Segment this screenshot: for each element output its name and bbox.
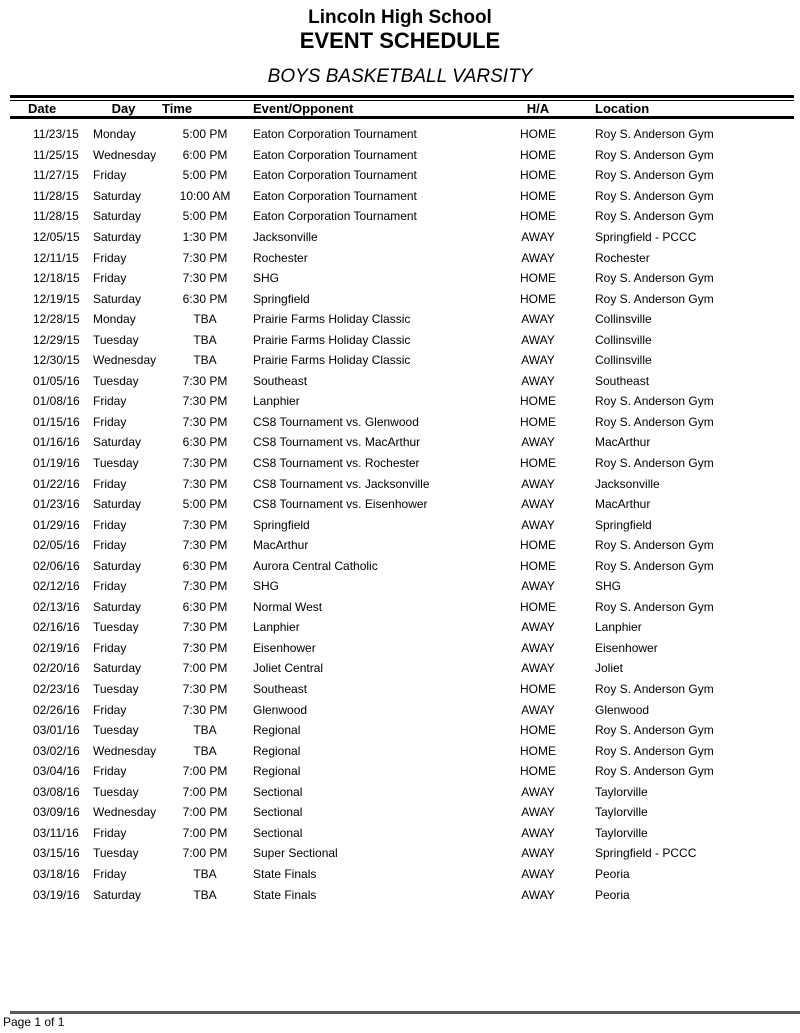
cell-time: 7:30 PM [182, 414, 228, 429]
cell-date: 11/25/15 [33, 147, 79, 162]
table-row [10, 617, 794, 638]
cell-location: Roy S. Anderson Gym [595, 147, 714, 162]
cell-day: Tuesday [93, 456, 139, 471]
schedule-table [10, 95, 794, 905]
cell-location: Peoria [595, 866, 630, 881]
table-row [10, 597, 794, 618]
cell-day: Monday [93, 312, 136, 327]
cell-location: MacArthur [595, 497, 651, 512]
cell-event: Prairie Farms Holiday Classic [253, 312, 411, 327]
cell-day: Friday [93, 517, 127, 532]
table-row [10, 658, 794, 679]
title-block [0, 7, 800, 87]
table-row [10, 186, 794, 207]
cell-location: Roy S. Anderson Gym [595, 127, 714, 142]
cell-day: Friday [93, 271, 127, 286]
cell-location: Collinsville [595, 312, 652, 327]
table-row [10, 329, 794, 350]
table-row [10, 412, 794, 433]
cell-event: CS8 Tournament vs. MacArthur [253, 435, 421, 450]
cell-date: 03/11/16 [33, 825, 79, 840]
cell-time: 6:30 PM [182, 558, 228, 573]
table-row [10, 473, 794, 494]
cell-event: Sectional [253, 805, 303, 820]
cell-day: Saturday [93, 887, 142, 902]
cell-event: CS8 Tournament vs. Rochester [253, 456, 420, 471]
cell-ha: AWAY [521, 887, 555, 902]
cell-date: 01/23/16 [33, 497, 80, 512]
cell-event: Lanphier [253, 620, 300, 635]
cell-date: 12/11/15 [33, 250, 79, 265]
cell-date: 12/18/15 [33, 271, 80, 286]
cell-location: MacArthur [595, 435, 651, 450]
cell-day: Tuesday [93, 784, 139, 799]
table-row [10, 699, 794, 720]
column-header-day: Day [111, 101, 136, 116]
cell-time: 7:00 PM [182, 764, 228, 779]
schedule-body [10, 119, 794, 905]
cell-location: Roy S. Anderson Gym [595, 188, 714, 203]
cell-day: Friday [93, 394, 127, 409]
cell-date: 02/20/16 [33, 661, 80, 676]
cell-time: 7:00 PM [182, 661, 228, 676]
cell-location: Roy S. Anderson Gym [595, 414, 714, 429]
cell-time: 7:30 PM [182, 702, 228, 717]
cell-time: 7:30 PM [182, 640, 228, 655]
cell-ha: AWAY [521, 620, 555, 635]
cell-location: Rochester [595, 250, 650, 265]
cell-day: Saturday [93, 209, 142, 224]
cell-event: Springfield [253, 517, 310, 532]
cell-location: Lanphier [595, 620, 642, 635]
cell-event: Regional [253, 743, 301, 758]
cell-day: Friday [93, 640, 127, 655]
table-row [10, 391, 794, 412]
cell-ha: AWAY [521, 825, 555, 840]
table-row [10, 638, 794, 659]
cell-location: Roy S. Anderson Gym [595, 538, 714, 553]
cell-time: 7:30 PM [182, 476, 228, 491]
cell-time: 5:00 PM [182, 497, 228, 512]
cell-time: TBA [193, 312, 217, 327]
table-row [10, 165, 794, 186]
cell-ha: AWAY [521, 517, 555, 532]
cell-time: 7:30 PM [182, 456, 228, 471]
cell-day: Saturday [93, 291, 142, 306]
cell-day: Tuesday [93, 332, 139, 347]
cell-event: Normal West [253, 599, 323, 614]
cell-date: 01/16/16 [33, 435, 80, 450]
cell-ha: AWAY [521, 784, 555, 799]
cell-event: Glenwood [253, 702, 308, 717]
cell-ha: HOME [520, 394, 556, 409]
footer-rule [10, 1011, 800, 1014]
cell-day: Tuesday [93, 682, 139, 697]
page-subtitle: BOYS BASKETBALL VARSITY [267, 66, 533, 87]
table-row [10, 371, 794, 392]
cell-time: 6:30 PM [182, 599, 228, 614]
cell-location: Roy S. Anderson Gym [595, 599, 714, 614]
cell-location: Springfield [595, 517, 652, 532]
cell-location: Collinsville [595, 353, 652, 368]
column-header-ha: H/A [526, 101, 550, 116]
table-row [10, 884, 794, 905]
cell-day: Tuesday [93, 620, 139, 635]
cell-ha: AWAY [521, 476, 555, 491]
cell-event: Eaton Corporation Tournament [253, 168, 417, 183]
cell-date: 03/15/16 [33, 846, 80, 861]
cell-date: 02/16/16 [33, 620, 80, 635]
cell-time: 6:00 PM [182, 147, 228, 162]
cell-date: 12/19/15 [33, 291, 80, 306]
table-header-row [10, 101, 794, 116]
cell-event: Jacksonville [253, 230, 318, 244]
table-row [10, 514, 794, 535]
cell-day: Tuesday [93, 373, 139, 388]
cell-date: 11/27/15 [33, 168, 79, 183]
cell-day: Wednesday [93, 805, 157, 820]
cell-date: 11/28/15 [33, 188, 79, 203]
cell-location: Peoria [595, 887, 630, 902]
cell-event: Eaton Corporation Tournament [253, 209, 417, 224]
cell-location: Taylorville [595, 805, 648, 820]
page-title: EVENT SCHEDULE [299, 28, 501, 53]
table-row [10, 227, 794, 248]
cell-ha: HOME [520, 599, 556, 614]
cell-time: 7:00 PM [182, 784, 228, 799]
cell-ha: AWAY [521, 312, 555, 327]
cell-location: Southeast [595, 373, 650, 388]
table-row [10, 268, 794, 289]
cell-day: Monday [93, 127, 136, 142]
cell-time: 7:30 PM [182, 373, 228, 388]
table-row [10, 206, 794, 227]
cell-date: 03/19/16 [33, 887, 80, 902]
cell-time: 7:30 PM [182, 682, 228, 697]
cell-ha: HOME [520, 743, 556, 758]
cell-ha: HOME [520, 456, 556, 471]
cell-time: 6:30 PM [182, 291, 228, 306]
table-row [10, 761, 794, 782]
cell-day: Saturday [93, 435, 142, 450]
table-row [10, 864, 794, 885]
cell-date: 11/28/15 [33, 209, 79, 224]
cell-ha: HOME [520, 414, 556, 429]
cell-event: Southeast [253, 373, 308, 388]
table-row [10, 124, 794, 145]
cell-day: Friday [93, 579, 127, 594]
cell-time: 7:30 PM [182, 538, 228, 553]
cell-event: Southeast [253, 682, 308, 697]
table-row [10, 555, 794, 576]
cell-date: 12/05/15 [33, 230, 80, 244]
cell-location: Roy S. Anderson Gym [595, 456, 714, 471]
cell-event: SHG [253, 271, 280, 286]
cell-location: Jacksonville [595, 476, 660, 491]
cell-ha: HOME [520, 558, 556, 573]
cell-date: 12/28/15 [33, 312, 80, 327]
cell-day: Friday [93, 414, 127, 429]
cell-event: State Finals [253, 887, 317, 902]
cell-event: CS8 Tournament vs. Jacksonville [253, 476, 430, 491]
cell-ha: AWAY [521, 866, 555, 881]
table-row [10, 453, 794, 474]
cell-time: 7:30 PM [182, 620, 228, 635]
cell-location: Taylorville [595, 825, 648, 840]
cell-location: Roy S. Anderson Gym [595, 168, 714, 183]
cell-time: 7:30 PM [182, 394, 228, 409]
table-row [10, 802, 794, 823]
cell-event: Aurora Central Catholic [253, 558, 378, 573]
cell-location: Joliet [595, 661, 624, 676]
cell-event: CS8 Tournament vs. Glenwood [253, 414, 419, 429]
cell-time: 6:30 PM [182, 435, 228, 450]
cell-date: 03/18/16 [33, 866, 80, 881]
cell-event: Sectional [253, 784, 303, 799]
table-row [10, 843, 794, 864]
cell-time: TBA [193, 353, 217, 368]
cell-event: State Finals [253, 866, 317, 881]
school-name: Lincoln High School [308, 7, 492, 28]
column-header-event: Event/Opponent [253, 101, 354, 116]
cell-day: Friday [93, 476, 127, 491]
cell-event: CS8 Tournament vs. Eisenhower [253, 497, 428, 512]
cell-ha: HOME [520, 538, 556, 553]
cell-date: 01/05/16 [33, 373, 80, 388]
cell-day: Saturday [93, 230, 142, 244]
cell-ha: HOME [520, 764, 556, 779]
cell-date: 03/02/16 [33, 743, 80, 758]
cell-date: 03/08/16 [33, 784, 80, 799]
cell-day: Friday [93, 168, 127, 183]
cell-day: Wednesday [93, 743, 157, 758]
cell-ha: AWAY [521, 250, 555, 265]
cell-ha: HOME [520, 188, 556, 203]
table-row [10, 494, 794, 515]
column-header-time: Time [162, 101, 193, 116]
cell-event: Lanphier [253, 394, 300, 409]
cell-location: Glenwood [595, 702, 650, 717]
cell-location: Roy S. Anderson Gym [595, 764, 714, 779]
cell-time: 7:30 PM [182, 517, 228, 532]
cell-ha: HOME [520, 127, 556, 142]
cell-date: 12/30/15 [33, 353, 80, 368]
cell-day: Wednesday [93, 147, 157, 162]
cell-date: 01/19/16 [33, 456, 80, 471]
cell-date: 01/08/16 [33, 394, 80, 409]
cell-event: Eaton Corporation Tournament [253, 147, 417, 162]
cell-date: 02/05/16 [33, 538, 80, 553]
cell-day: Friday [93, 538, 127, 553]
cell-event: SHG [253, 579, 280, 594]
cell-ha: AWAY [521, 353, 555, 368]
cell-date: 03/01/16 [33, 723, 80, 738]
table-row [10, 145, 794, 166]
cell-time: 7:00 PM [182, 846, 228, 861]
cell-time: 10:00 AM [179, 188, 231, 203]
cell-event: Eisenhower [253, 640, 316, 655]
cell-day: Saturday [93, 661, 142, 676]
cell-ha: HOME [520, 682, 556, 697]
cell-time: TBA [193, 887, 217, 902]
cell-time: TBA [193, 723, 217, 738]
table-row [10, 535, 794, 556]
cell-ha: AWAY [521, 435, 555, 450]
cell-time: TBA [193, 866, 217, 881]
cell-day: Friday [93, 764, 127, 779]
cell-date: 11/23/15 [33, 127, 79, 142]
cell-date: 01/15/16 [33, 414, 80, 429]
cell-ha: AWAY [521, 230, 555, 244]
table-row [10, 247, 794, 268]
cell-location: Collinsville [595, 332, 652, 347]
cell-location: Eisenhower [595, 640, 658, 655]
cell-ha: HOME [520, 168, 556, 183]
cell-event: Prairie Farms Holiday Classic [253, 332, 411, 347]
cell-ha: AWAY [521, 661, 555, 676]
cell-ha: AWAY [521, 497, 555, 512]
cell-event: MacArthur [253, 538, 309, 553]
cell-day: Friday [93, 250, 127, 265]
cell-location: Springfield - PCCC [595, 846, 697, 861]
table-row [10, 782, 794, 803]
cell-event: Joliet Central [253, 661, 324, 676]
cell-time: 1:30 PM [182, 230, 228, 244]
cell-ha: AWAY [521, 805, 555, 820]
cell-ha: AWAY [521, 640, 555, 655]
cell-event: Rochester [253, 250, 308, 265]
cell-time: 5:00 PM [182, 209, 228, 224]
cell-time: 7:30 PM [182, 250, 228, 265]
table-row [10, 309, 794, 330]
cell-location: Roy S. Anderson Gym [595, 682, 714, 697]
cell-date: 12/29/15 [33, 332, 80, 347]
table-row [10, 288, 794, 309]
page-number-label: Page 1 of 1 [3, 1015, 65, 1029]
cell-location: Roy S. Anderson Gym [595, 394, 714, 409]
cell-location: Roy S. Anderson Gym [595, 209, 714, 224]
column-header-date: Date [28, 101, 57, 116]
cell-date: 02/13/16 [33, 599, 80, 614]
cell-time: 7:30 PM [182, 271, 228, 286]
cell-ha: AWAY [521, 332, 555, 347]
cell-ha: HOME [520, 291, 556, 306]
cell-event: Super Sectional [253, 846, 338, 861]
cell-date: 02/23/16 [33, 682, 80, 697]
cell-ha: AWAY [521, 702, 555, 717]
cell-location: Roy S. Anderson Gym [595, 271, 714, 286]
cell-day: Saturday [93, 497, 142, 512]
cell-location: SHG [595, 579, 622, 594]
table-row [10, 823, 794, 844]
cell-time: 7:30 PM [182, 579, 228, 594]
cell-date: 03/09/16 [33, 805, 80, 820]
cell-day: Tuesday [93, 723, 139, 738]
cell-event: Eaton Corporation Tournament [253, 127, 417, 142]
table-row [10, 679, 794, 700]
cell-time: 5:00 PM [182, 168, 228, 183]
cell-event: Springfield [253, 291, 310, 306]
cell-date: 02/12/16 [33, 579, 80, 594]
cell-ha: HOME [520, 209, 556, 224]
cell-location: Roy S. Anderson Gym [595, 558, 714, 573]
cell-day: Friday [93, 702, 127, 717]
table-row [10, 720, 794, 741]
cell-ha: HOME [520, 147, 556, 162]
table-row [10, 576, 794, 597]
cell-ha: AWAY [521, 579, 555, 594]
cell-date: 02/19/16 [33, 640, 80, 655]
cell-date: 02/26/16 [33, 702, 80, 717]
cell-event: Eaton Corporation Tournament [253, 188, 417, 203]
cell-location: Roy S. Anderson Gym [595, 291, 714, 306]
column-header-location: Location [595, 101, 650, 116]
cell-day: Saturday [93, 558, 142, 573]
cell-event: Prairie Farms Holiday Classic [253, 353, 411, 368]
cell-day: Friday [93, 866, 127, 881]
cell-ha: HOME [520, 723, 556, 738]
cell-location: Taylorville [595, 784, 648, 799]
cell-time: TBA [193, 332, 217, 347]
cell-day: Wednesday [93, 353, 157, 368]
cell-date: 03/04/16 [33, 764, 80, 779]
cell-day: Saturday [93, 599, 142, 614]
cell-date: 01/22/16 [33, 476, 80, 491]
cell-time: 5:00 PM [182, 127, 228, 142]
table-row [10, 432, 794, 453]
cell-event: Sectional [253, 825, 303, 840]
cell-location: Roy S. Anderson Gym [595, 743, 714, 758]
table-row [10, 350, 794, 371]
cell-location: Springfield - PCCC [595, 230, 697, 244]
cell-location: Roy S. Anderson Gym [595, 723, 714, 738]
cell-ha: AWAY [521, 846, 555, 861]
cell-day: Tuesday [93, 846, 139, 861]
cell-time: TBA [193, 743, 217, 758]
cell-date: 01/29/16 [33, 517, 80, 532]
cell-ha: AWAY [521, 373, 555, 388]
table-row [10, 740, 794, 761]
cell-event: Regional [253, 723, 301, 738]
cell-time: 7:00 PM [182, 825, 228, 840]
cell-ha: HOME [520, 271, 556, 286]
cell-date: 02/06/16 [33, 558, 80, 573]
cell-day: Saturday [93, 188, 142, 203]
cell-event: Regional [253, 764, 301, 779]
cell-day: Friday [93, 825, 127, 840]
cell-time: 7:00 PM [182, 805, 228, 820]
